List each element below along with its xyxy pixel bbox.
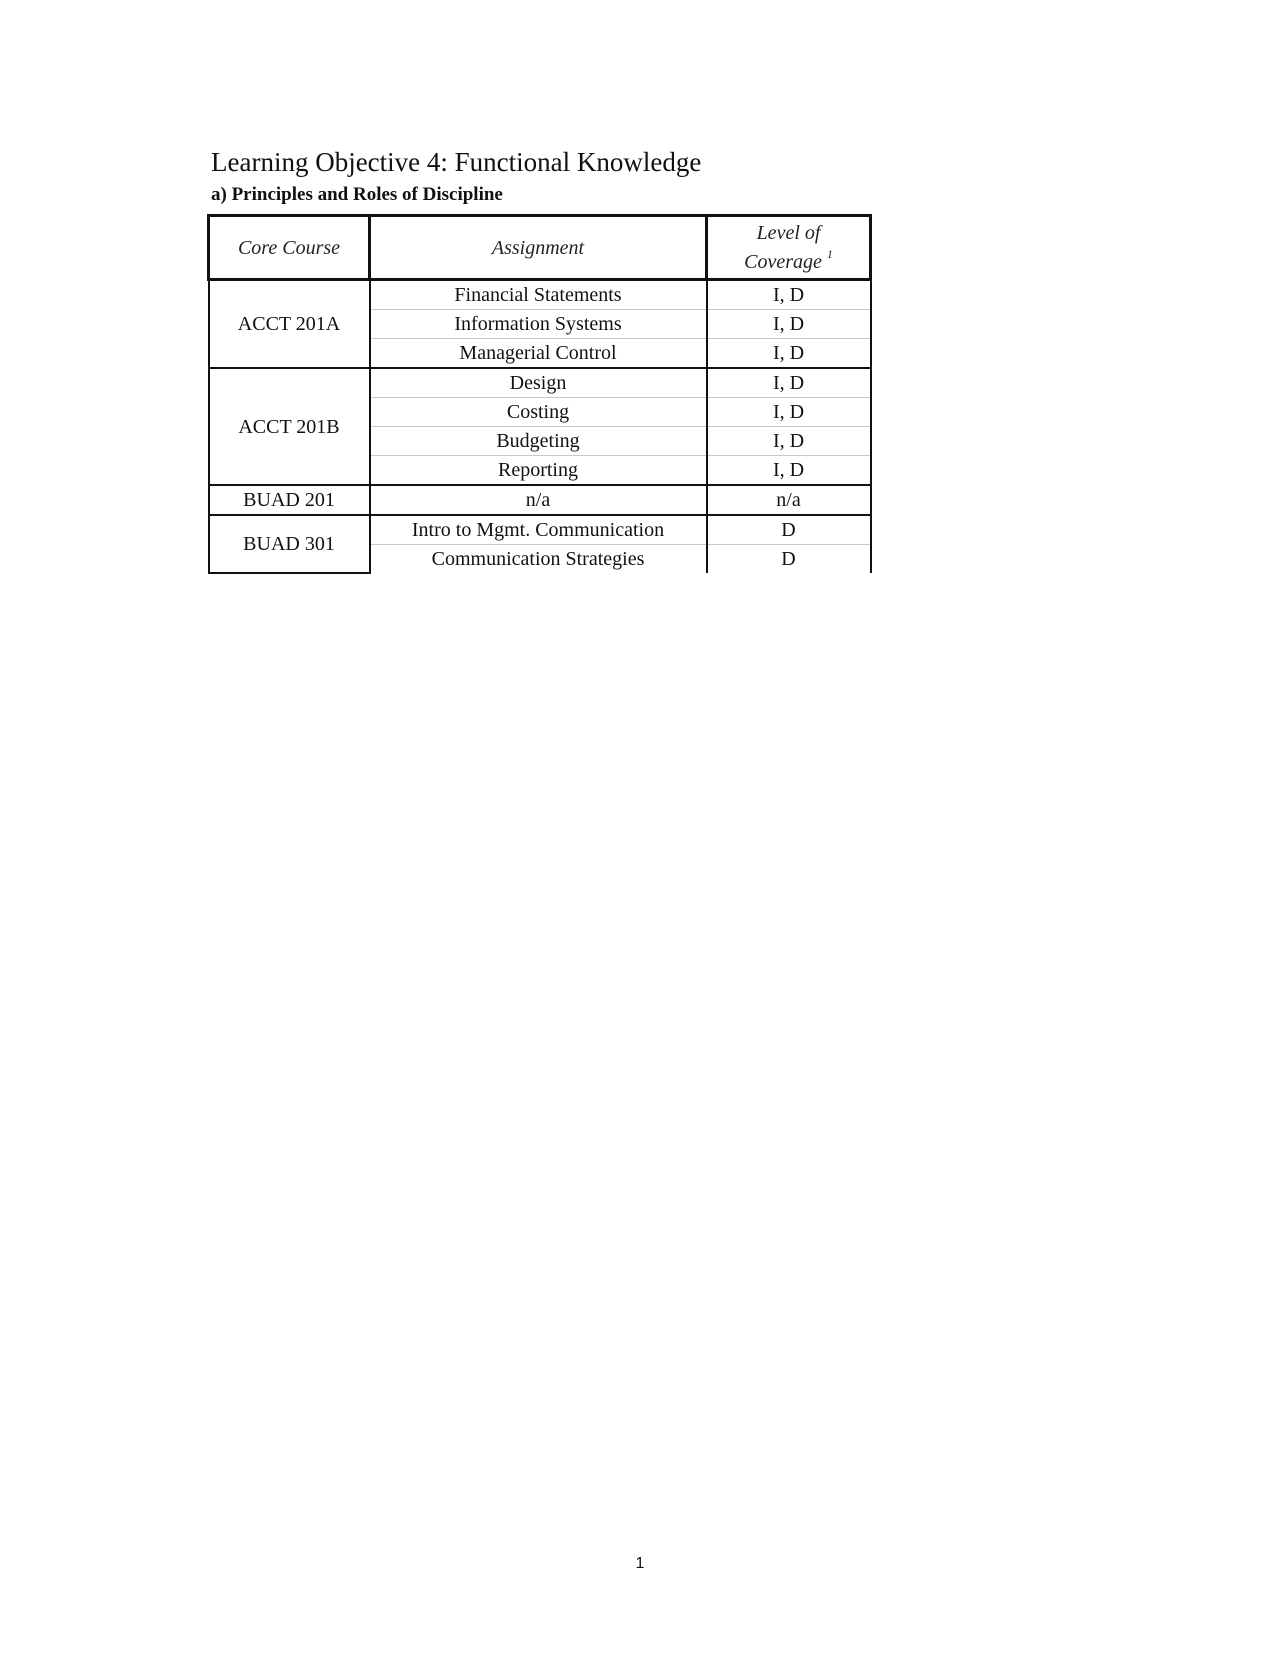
course-cell: BUAD 301 — [209, 515, 370, 573]
table-body — [209, 280, 871, 574]
assignment-cell: Design — [370, 368, 707, 398]
level-cell: I, D — [707, 339, 871, 369]
assignment-cell: Information Systems — [370, 310, 707, 339]
course-cell: BUAD 201 — [209, 485, 370, 515]
header-level-of-coverage — [707, 216, 871, 280]
course-cell: ACCT 201B — [209, 368, 370, 485]
page-number: 1 — [635, 1555, 645, 1572]
assignment-cell: Intro to Mgmt. Communication — [370, 515, 707, 545]
assignment-cell: n/a — [370, 485, 707, 515]
footnote-marker: 1 — [826, 246, 833, 261]
assignment-cell: Managerial Control — [370, 339, 707, 369]
level-cell: I, D — [707, 280, 871, 310]
coverage-table — [207, 214, 872, 574]
table-header-row — [209, 216, 871, 280]
level-cell: I, D — [707, 368, 871, 398]
level-cell: I, D — [707, 456, 871, 486]
assignment-cell: Communication Strategies — [370, 545, 707, 574]
table-row — [209, 280, 871, 310]
level-cell: I, D — [707, 427, 871, 456]
course-cell: ACCT 201A — [209, 280, 370, 369]
level-cell: n/a — [707, 485, 871, 515]
level-cell: I, D — [707, 310, 871, 339]
level-cell: D — [707, 545, 871, 574]
section-title: a) Principles and Roles of Discipline — [211, 184, 503, 205]
assignment-cell: Reporting — [370, 456, 707, 486]
assignment-cell: Financial Statements — [370, 280, 707, 310]
page-title: Learning Objective 4: Functional Knowledge — [211, 147, 702, 177]
header-level-line2: Coverage — [744, 250, 822, 273]
assignment-cell: Budgeting — [370, 427, 707, 456]
header-assignment: Assignment — [370, 216, 707, 280]
table-row — [209, 368, 871, 398]
header-core-course: Core Course — [209, 216, 370, 280]
table-row — [209, 485, 871, 515]
level-cell: D — [707, 515, 871, 545]
level-cell: I, D — [707, 398, 871, 427]
table-row — [209, 515, 871, 545]
header-level-line1: Level of — [756, 221, 821, 244]
assignment-cell: Costing — [370, 398, 707, 427]
